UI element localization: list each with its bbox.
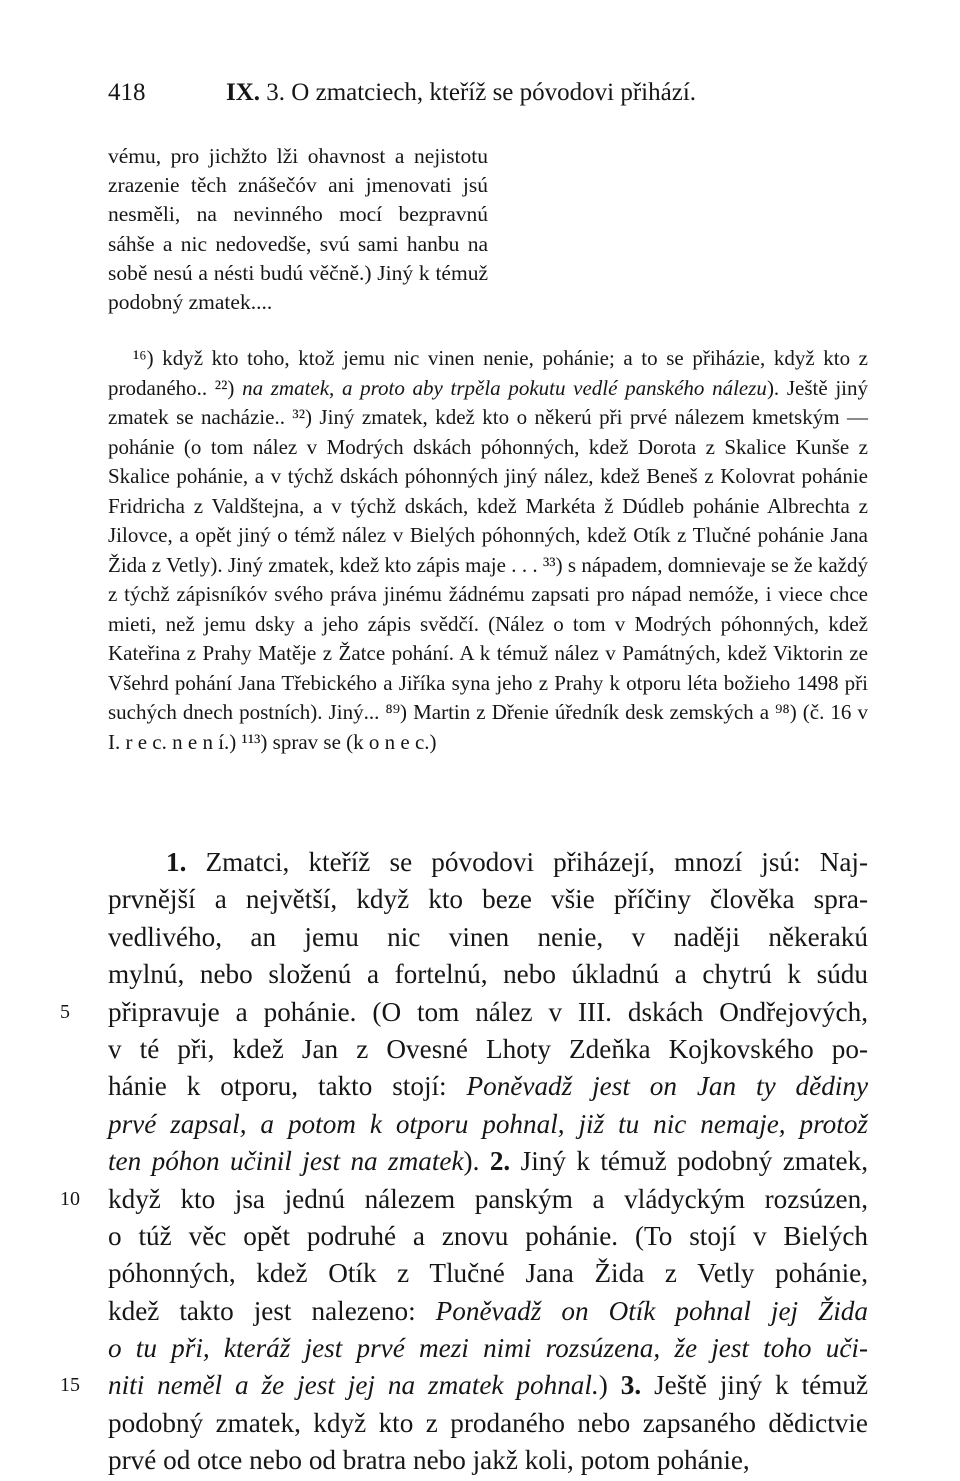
main-line-3: vedlivého, an jemu nic vinen nenie, v naději někerakú	[108, 921, 868, 952]
main-line-15: 15 niti neměl a že jest jej na zmatek pohnal.) 3. Ještě jiný k témuž	[108, 1367, 868, 1404]
main-line-11: o túž věc opět podruhé a znovu pohánie. (To stojí v Bielých	[108, 1220, 868, 1251]
main-line-10: 10 když kto jsa jednú nálezem panským a vládyckým rozsúzen,	[108, 1181, 868, 1218]
main-line-12: póhonných, kdež Otík z Tlučné Jana Žida z Vetly pohánie,	[108, 1258, 868, 1289]
page-number: 418	[108, 79, 146, 106]
margin-line-number-5: 5	[60, 1000, 70, 1023]
paragraph-number-2: 2.	[489, 1146, 511, 1177]
main-text	[60, 844, 869, 1480]
main-line-16: podobný zmatek, když kto z prodaného nebo zapsaného dědictvie	[108, 1407, 868, 1438]
main-line-7: hánie k otporu, takto stojí: Poněvadž jest on Jan ty dědiny	[108, 1071, 869, 1102]
main-line-8: prvé zapsal, a potom k otporu pohnal, již tu nic nemaje, protož	[108, 1108, 868, 1139]
notes-italic: na zmatek, a proto aby trpěla pokutu vedlé panského nálezu	[242, 375, 767, 400]
main-line-14: o tu při, kteráž jest prvé mezi nimi rozsúzena, že jest toho uči-	[108, 1333, 868, 1364]
main-line-1: 1. Zmatci, kteříž se póvodovi přiházejí, mnozí jsú: Naj-	[166, 847, 868, 877]
chapter-number: IX.	[226, 79, 261, 106]
intro-column	[108, 142, 488, 317]
main-line-2: prvnější a největší, když kto beze všie příčiny člověka spra-	[108, 884, 868, 915]
paragraph-number-1: 1.	[166, 847, 187, 877]
main-line-9: ten póhon učinil jest na zmatek). 2. Jiný k témuž podobný zmatek,	[108, 1146, 869, 1177]
main-line-4: mylnú, nebo složenú a fortelnú, nebo úkladnú a chytrú k súdu	[108, 959, 868, 990]
notes-paragraph	[108, 344, 868, 757]
main-line-5: 5 připravuje a pohánie. (O tom nález v III. dskách Ondřejových,	[108, 994, 868, 1031]
section-title: O zmatciech, kteříž se póvodovi přihází.	[291, 79, 697, 106]
margin-line-number-15: 15	[60, 1374, 80, 1397]
main-line-6: v té při, kdež Jan z Ovesné Lhoty Zdeňka Kojkovského po-	[108, 1033, 868, 1064]
margin-line-number-10: 10	[60, 1187, 80, 1210]
running-header	[108, 76, 868, 110]
header-title	[226, 76, 696, 110]
variant-notes	[108, 344, 868, 757]
paragraph-number-3: 3.	[620, 1370, 642, 1401]
notes-text-2: ). Ještě jiný zmatek se nacházie.. ³²) Jiný zmatek, kdež kto o někerú při prvé nálezem kmetským — pohánie (o tom nález v Modrých dskách póhonných, kdež Dorota z Skalice Kunše z Skalice pohánie, a v týchž dskách póhonných jiný nález, kdež Beneš z Kolovrat pohánie Fridricha z Valdštejna, a v týchž dskách, kdež Markéta ž Dúdleb pohánie Albrechta z Jilovce, a opět jiný o témž nález v Bielých póhonných, kdež Otík z Tlučné pohánie Jana Žida z Vetly). Jiný zmatek, kdež kto zápis maje . . . ³³) s nápadem, domnievaje se že každý z týchž zápisníkóv svého práva jinému žádnému zapsati pro nápad nemóže, i viece chce mieti, než jemu dsky a jeho zápis svědčí. (Nález o tom v Modrých póhonných, kdež Kateřina z Prahy Matěje z Žatce pohání. A k témuž nález v Památných, kdež Viktorin ze Všehrd pohání Jana Třebického a Jiříka syna jeho z Prahy k otporu léta božieho 1498 při suchých dnech postních). Jiný... ⁸⁹) Martin z Dřenie úředník desk zemských a ⁹⁸) (č. 16 v I. r e c. n e n í.) ¹¹³) sprav se (k o n e c.)	[108, 375, 869, 754]
intro-paragraph: vému, pro jichžto lži ohavnost a nejistotu zrazenie těch znášečóv ani jmenovati jsú nesměli, na nevinného mocí bezpravnú sáhše a nic nedovedše, svú sami hanbu na sobě nesú a nésti budú věčně.) Jiný k témuž podobný zmatek....	[108, 144, 488, 315]
main-line-17: prvé od otce nebo od bratra nebo jakž koli, potom pohánie,	[108, 1445, 750, 1476]
section-number: 3.	[266, 79, 286, 106]
main-line-13: kdež takto jest nalezeno: Poněvadž on Otík pohnal jej Žida	[108, 1295, 868, 1326]
notes-text-1: ¹⁶) když kto toho, ktož jemu nic vinen nenie, pohánie; a to se přiházie, když kto z prodaného.. ²²)	[108, 346, 868, 400]
